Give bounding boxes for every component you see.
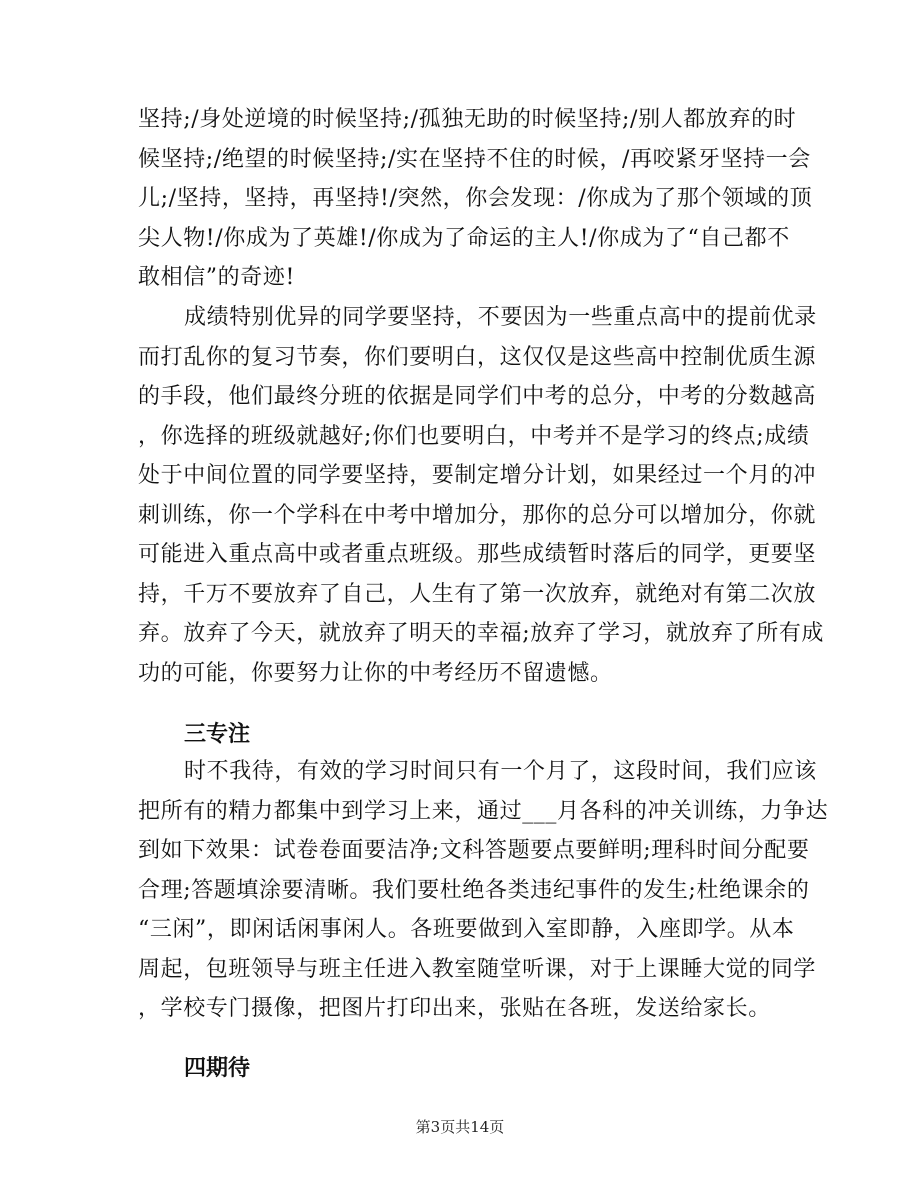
section-heading: 三专注 — [184, 721, 251, 747]
paragraph-2-line: 成绩特别优异的同学要坚持，不要因为一些重点高中的提前优录 — [184, 305, 817, 330]
paragraph-3-line: 周起，包班领导与班主任进入教室随堂听课，对于上课睡大觉的同学 — [138, 957, 817, 982]
paragraph-1-line: 儿;/坚持，坚持，再坚持!/突然，你会发现：/你成为了那个领域的顶 — [138, 186, 813, 211]
paragraph-2-line: 而打乱你的复习节奏，你们要明白，这仅仅是这些高中控制优质生源 — [138, 345, 817, 370]
paragraph-3-line: “三闲”，即闲话闲事闲人。各班要做到入室即静，入座即学。从本 — [138, 917, 795, 942]
paragraph-1-line: 敢相信”的奇迹! — [138, 265, 295, 290]
paragraph-2-line: 可能进入重点高中或者重点班级。那些成绩暂时落后的同学，更要坚 — [138, 542, 817, 567]
page-number: 第3页共14页 — [415, 1118, 505, 1136]
paragraph-1-line: 候坚持;/绝望的时候坚持;/实在坚持不住的时候，/再咬紧牙坚持一会 — [138, 147, 811, 172]
section-heading: 四期待 — [184, 1055, 251, 1081]
paragraph-2-line: 的手段，他们最终分班的依据是同学们中考的总分，中考的分数越高 — [138, 384, 817, 409]
paragraph-3-line: ，学校专门摄像，把图片打印出来，张贴在各班，发送给家长。 — [138, 996, 771, 1021]
paragraph-2-line: 持，千万不要放弃了自己，人生有了第一次放弃，就绝对有第二次放 — [138, 582, 817, 607]
paragraph-2-line: ，你选择的班级就越好;你们也要明白，中考并不是学习的终点;成绩 — [138, 424, 810, 449]
paragraph-1-line: 尖人物!/你成为了英雄!/你成为了命运的主人!/你成为了“自己都不 — [138, 226, 790, 251]
paragraph-3-line: 时不我待，有效的学习时间只有一个月了，这段时间，我们应该 — [184, 759, 817, 784]
paragraph-3-line: 到如下效果：试卷卷面要洁净;文科答题要点要鲜明;理科时间分配要 — [138, 838, 810, 863]
paragraph-2-line: 刺训练，你一个学科在中考中增加分，那你的总分可以增加分，你就 — [138, 503, 817, 528]
paragraph-2-line: 处于中间位置的同学要坚持，要制定增分计划，如果经过一个月的冲 — [138, 463, 817, 488]
paragraph-1-line: 坚持;/身处逆境的时候坚持;/孤独无助的时候坚持;/别人都放弃的时 — [138, 107, 797, 132]
paragraph-2-line: 功的可能，你要努力让你的中考经历不留遗憾。 — [138, 661, 613, 686]
paragraph-3-line: 合理;答题填涂要清晰。我们要杜绝各类违纪事件的发生;杜绝课余的 — [138, 878, 810, 903]
paragraph-3-line: 把所有的精力都集中到学习上来，通过___月各科的冲关训练，力争达 — [138, 799, 829, 824]
paragraph-2-line: 弃。放弃了今天，就放弃了明天的幸福;放弃了学习，就放弃了所有成 — [138, 621, 825, 646]
